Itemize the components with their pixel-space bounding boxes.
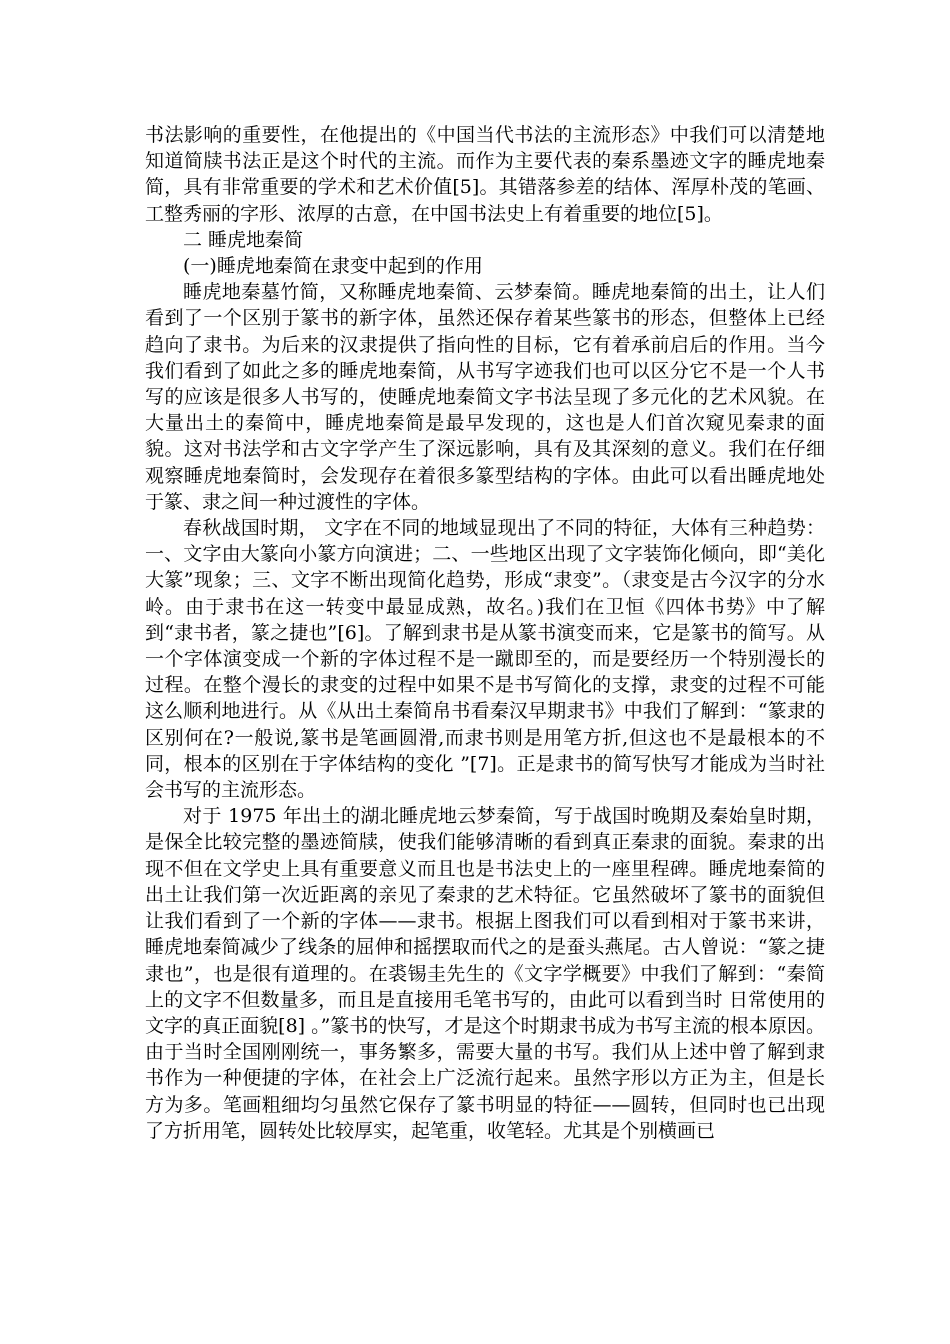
paragraph-intro: 书法影响的重要性，在他提出的《中国当代书法的主流形态》中我们可以清楚地知道简牍书法正是这个时代的主流。而作为主要代表的秦系墨迹文字的睡虎地秦简，具有非常重要的学术和艺术价值[5]。其错落参差的结体、浑厚朴茂的笔画、工整秀丽的字形、浓厚的古意，在中国书法史上有着重要的地位[5]。 bbox=[145, 124, 825, 225]
subsection-heading: (一)睡虎地秦简在隶变中起到的作用 bbox=[183, 255, 483, 278]
section-heading: 二 睡虎地秦简 bbox=[183, 228, 304, 251]
paragraph-shuihudi: 睡虎地秦墓竹简，又称睡虎地秦简、云梦秦简。睡虎地秦简的出土，让人们看到了一个区别于篆书的新字体，虽然还保存着某些篆书的形态，但整体上已经趋向了隶书。为后来的汉隶提供了指向性的目标，它有着承前启后的作用。当今我们看到了如此之多的睡虎地秦简，从书写字迹我们也可以区分它不是一个人书写的应该是很多人书写的，使睡虎地秦简文字书法呈现了多元化的艺术风貌。在大量出土的秦简中，睡虎地秦简是最早发现的，这也是人们首次窥见秦隶的面貌。这对书法学和古文字学产生了深远影响，具有及其深刻的意义。我们在仔细观察睡虎地秦简时，会发现存在着很多篆型结构的字体。由此可以看出睡虎地处于篆、隶之间一种过渡性的字体。 bbox=[145, 281, 825, 513]
document-body bbox=[145, 122, 825, 1144]
paragraph-warring-states: 春秋战国时期， 文字在不同的地域显现出了不同的特征，大体有三种趋势：一、文字由大篆向小篆方向演进；二、一些地区出现了文字装饰化倾向，即“美化大篆”现象；三、文字不断出现简化趋势，形成“隶变”。（隶变是古今汉字的分水岭。由于隶书在这一转变中最显成熟，故名。)我们在卫恒《四体书势》中了解到“隶书者，篆之捷也”[6]。了解到隶书是从篆书演变而来，它是篆书的简写。从一个字体演变成一个新的字体过程不是一蹴即至的，而是要经历一个特别漫长的过程。在整个漫长的隶变的过程中如果不是书写简化的支撑，隶变的过程不可能这么顺利地进行。从《从出土秦简帛书看秦汉早期隶书》中我们了解到：“篆隶的区别何在?一般说,篆书是笔画圆滑,而隶书则是用笔方折,但这也不是最根本的不同，根本的区别在于字体结构的变化 ”[7]。正是隶书的简写快写才能成为当时社会书写的主流形态。 bbox=[145, 517, 825, 802]
paragraph-1975: 对于 1975 年出土的湖北睡虎地云梦秦简，写于战国时晚期及秦始皇时期，是保全比较完整的墨迹简牍，使我们能够清晰的看到真正秦隶的面貌。秦隶的出现不但在文学史上具有重要意义而且也是书法史上的一座里程碑。睡虎地秦简的出土让我们第一次近距离的亲见了秦隶的艺术特征。它虽然破坏了篆书的面貌但让我们看到了一个新的字体——隶书。根据上图我们可以看到相对于篆书来讲，睡虎地秦简减少了线条的屈伸和摇摆取而代之的是蚕头燕尾。古人曾说：“篆之捷隶也”，也是很有道理的。在裘锡圭先生的《文字学概要》中我们了解到：“秦简上的文字不但数量多，而且是直接用毛笔书写的，由此可以看到当时 日常使用的文字的真正面貌[8] 。”篆书的快写，才是这个时期隶书成为书写主流的根本原因。由于当时全国刚刚统一，事务繁多，需要大量的书写。我们从上述中曾了解到隶书作为一种便捷的字体，在社会上广泛流行起来。虽然字形以方正为主，但是长方为多。笔画粗细均匀虽然它保存了篆书明显的特征——圆转，但同时也已出现了方折用笔，圆转处比较厚实，起笔重，收笔轻。尤其是个别横画已 bbox=[145, 805, 825, 1142]
